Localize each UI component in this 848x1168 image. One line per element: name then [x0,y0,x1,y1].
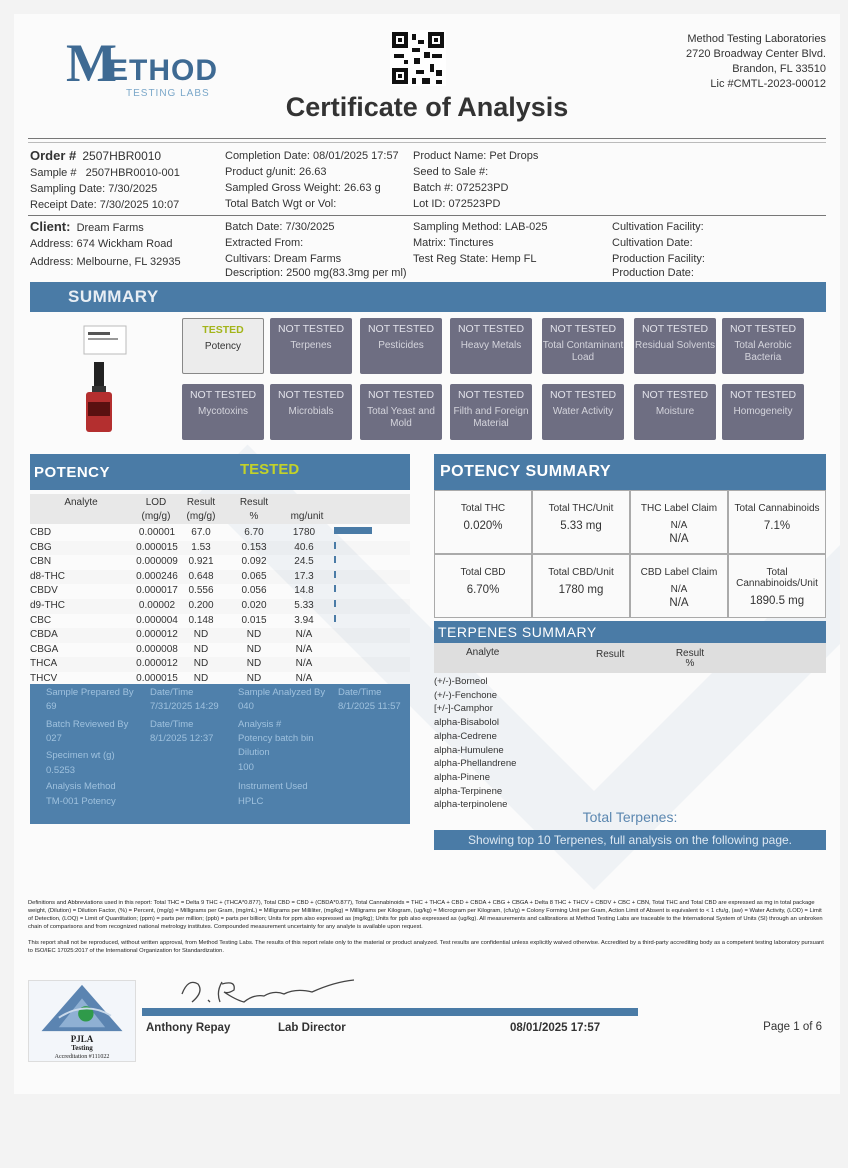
terpene-item: alpha-Phellandrene [434,758,517,770]
cell-analyte: CBD [30,527,52,538]
potency-row-cbdv [30,584,410,599]
terpene-item: alpha-Terpinene [434,785,503,797]
cultivars: Cultivars: Dream Farms [225,253,342,265]
signature-bar [142,1008,638,1016]
cell-unit: 5.33 [294,600,314,611]
date3: 8/1/2025 12:37 [150,733,214,744]
potency-row-cbga [30,643,410,658]
tile-status: NOT TESTED [457,323,525,335]
tile-name: Moisture [655,406,695,417]
product-block [413,148,613,212]
summary-tile-water-activity [542,384,624,440]
potency-table-header [30,494,410,524]
sample-number: 2507HBR0010-001 [85,167,180,179]
potency-row-cbc [30,614,410,629]
tile-name: Terpenes [290,340,332,351]
cell-unit: N/A [295,643,313,655]
cell-result: ND [193,643,209,655]
col-result: Result (mg/g) [186,497,216,522]
tile-status: NOT TESTED [277,389,345,401]
terpene-item: alpha-Pinene [434,771,490,783]
date3-label: Date/Time [150,719,194,730]
tile-status: TESTED [202,324,244,336]
completion-date: Completion Date: 08/01/2025 17:57 [225,150,399,162]
potency-row-cbda [30,628,410,643]
dilution-label: Dilution [238,747,270,758]
tile-status: NOT TESTED [277,323,345,335]
signature-icon [164,972,364,1010]
tile-name: Water Activity [552,406,614,417]
cell-value: 0.020% [463,520,503,532]
summary-tile-total-aerobic-bacteria [722,318,804,374]
pjla-triangle-icon [29,981,135,1035]
cell-result: 0.556 [188,585,214,597]
cell-label: Total CBD/Unit [548,567,614,578]
seed-to-sale: Seed to Sale #: [413,166,489,178]
product-name: Product Name: Pet Drops [413,150,539,162]
potency-row-d9-thc [30,599,410,614]
col-mg-unit: mg/unit [290,511,324,522]
tile-status: NOT TESTED [189,389,257,401]
facility-block [612,219,812,279]
client-address1: Address: 674 Wickham Road [30,238,173,250]
cell-analyte: CBC [30,614,52,626]
client-block [30,219,230,270]
cell-analyte: THCV [30,673,58,684]
cell-pct: ND [246,643,262,655]
batch-number: Batch #: 072523PD [413,182,509,194]
sampling-date: Sampling Date: 7/30/2025 [30,183,158,195]
cell-value: 6.70% [466,584,500,596]
summary-tile-total-contaminant-load [542,318,624,374]
potency-bar [334,527,372,534]
test-reg-state: Test Reg State: Hemp FL [413,253,537,265]
total-batch-weight: Total Batch Wgt or Vol: [225,198,337,210]
summary-header [30,282,826,312]
cell-analyte: d8-THC [30,570,66,582]
cell-unit: 17.3 [294,570,314,582]
terpenes-header [434,621,826,643]
terp-col-result: Result [596,649,625,660]
terp-col-percent: Result % [675,648,705,669]
cell-value: N/A [670,584,688,595]
cell-result: 67.0 [191,527,211,538]
method-block [413,219,613,267]
tile-status: NOT TESTED [367,389,435,401]
cell-value: 1780 mg [558,584,604,596]
cell-value: 1890.5 mg [749,595,805,607]
terpenes-note: Showing top 10 Terpenes, full analysis on the following page. [434,830,826,850]
summary-cell-total-thc [434,490,532,554]
cell-label: CBD Label Claim [640,567,718,578]
logo-subtitle: TESTING LABS [126,88,210,99]
potency-status: TESTED [240,461,300,478]
production-date: Production Date: [612,267,694,279]
cell-lod: 0.00001 [138,527,176,538]
potency-summary-grid [434,490,826,618]
tile-name: Total Aerobic Bacteria [734,340,792,363]
date1-label: Date/Time [150,687,194,698]
tile-name: Filth and Foreign Material [453,406,529,429]
terpene-item: alpha-Bisabolol [434,717,499,729]
coa-page [14,14,840,1094]
analysis-method: TM-001 Potency [46,796,116,807]
tile-name: Total Yeast and Mold [367,406,435,429]
tile-status: NOT TESTED [457,389,525,401]
specimen-weight: 0.5253 [46,765,76,776]
tile-status: NOT TESTED [729,389,797,401]
date1: 7/31/2025 14:29 [150,701,219,712]
analyzed-by: 040 [238,701,254,712]
potency-row-cbn [30,555,410,570]
cell-lod: 0.000015 [136,673,178,684]
tile-status: NOT TESTED [367,323,435,335]
cell-unit: N/A [295,673,313,684]
lab-info [686,32,826,92]
dilution: 100 [238,762,254,773]
potency-bar [334,542,336,549]
sampling-method: Sampling Method: LAB-025 [413,221,548,233]
disclaimer-text: This report shall not be reproduced, without written approval, from Method Testing Labs. The results of this report relate only to the material or product analyzed. Test results are confidential unless explicitly waived otherwise. Accredited by a third-party accrediting body as a competent testing laboratory pursuant to ISO/IEC 17025:2017 of the International Organization for Standardization. [28,940,824,954]
cell-value-2: N/A [669,597,689,609]
sample-label: Sample # [30,167,77,179]
cell-label: Total THC [460,503,506,514]
cell-pct: 0.153 [241,541,267,553]
production-facility: Production Facility: [612,253,705,265]
definitions-block [28,899,828,955]
extracted-from: Extracted From: [225,237,304,249]
potency-bar [334,615,336,622]
summary-tile-pesticides [360,318,442,374]
cell-pct: ND [246,658,262,670]
client-name: Dream Farms [76,222,144,234]
cell-result: 0.921 [188,556,214,568]
batch-date: Batch Date: 7/30/2025 [225,221,335,233]
order-number: 2507HBR0010 [82,149,162,163]
summary-cell-total-cbd-unit [532,554,630,618]
cell-analyte: CBDV [30,585,58,597]
cell-pct: 0.065 [241,570,267,582]
tile-status: NOT TESTED [549,323,617,335]
potency-bar [334,585,336,592]
lab-license: Lic #CMTL-2023-00012 [710,78,826,90]
potency-bar [334,556,336,563]
col-lod: LOD (mg/g) [141,497,171,522]
pjla-name: PJLA [70,1034,94,1044]
cell-lod: 0.000017 [136,585,178,597]
cell-unit: 24.5 [294,556,314,568]
cell-result: ND [193,673,209,684]
potency-bar [334,571,336,578]
cell-lod: 0.000015 [136,541,178,553]
terpene-item: alpha-Cedrene [434,730,497,742]
cell-lod: 0.000009 [136,556,178,568]
tile-status: NOT TESTED [641,389,709,401]
cultivation-date: Cultivation Date: [612,237,693,249]
col-analyte: Analyte [64,497,98,508]
signer-role: Lab Director [278,1022,346,1034]
lot-id: Lot ID: 072523PD [413,198,501,210]
lab-name: Method Testing Laboratories [687,33,826,45]
cell-result: ND [193,629,209,641]
potency-header [30,454,410,490]
terpene-item: alpha-Humulene [434,744,504,756]
cell-lod: 0.000012 [136,658,178,670]
cell-analyte: CBN [30,556,52,568]
cell-lod: 0.00002 [138,600,176,611]
tile-name: Total Contaminant Load [542,340,624,363]
method-label: Analysis Method [46,781,116,792]
definitions-text: Definitions and Abbreviations used in this report: Total THC = Delta 9 THC + (THCA*0.877), Total CBD = CBD + (CBDA*0.877), Total Cannabinoids = THC + THCA + CBD + CBDA + CBG + CBGA + Delta 8 THC + THCV + CBDV + CBC + CBN, Total THC and Total CBD are expressed as mg in total package weight, (Dilution) = Dilution Factor, (%) = Percent, (mg/g) = Milligrams per Gram, (mg/mL) = Milligrams per Milliliter, (mg/kg) = Milligrams per Kilogram, (ug/kg) = Microgram per Kilogram, (cfu/g) = Colony Forming Unit per Gram, Action Limit of Absent is equivalent to < 1 cfu/g, (aw) = Water Activity, (LOD) = Limit of Detection, (LOQ) = Limit of Quantitation; (ppm) = parts per million; (ppb) = parts per billion; Units for ppm also expressed as (mg/kg); Units for ppb also expressed as (ug/kg). All measurements and calibrations at Method Testing Labs are traceable to the International System of Units (SI) through an unbroken chain of comparisons and from recognized national metrology institutes. Compounded measurement uncertainty for any analyte is available upon request. [28,900,823,930]
total-terpenes: Total Terpenes: [582,809,678,825]
cell-pct: ND [246,673,262,684]
summary-tile-moisture [634,384,716,440]
logo-word: ETHOD [108,54,218,87]
cell-analyte: d9-THC [30,600,66,611]
cell-analyte: CBG [30,541,52,553]
cell-analyte: CBGA [30,643,59,655]
cell-value: 5.33 mg [560,520,602,532]
cell-result: 0.148 [188,614,214,626]
summary-tile-total-yeast-and-mold [360,384,442,440]
cell-unit: 3.94 [294,614,314,626]
cell-lod: 0.000004 [136,614,178,626]
cell-value-2: N/A [669,533,689,545]
lab-address-line1: 2720 Broadway Center Blvd. [685,48,826,60]
terpene-item: (+/-)-Fenchone [434,689,498,701]
divider [28,138,826,139]
summary-tile-mycotoxins [182,384,264,440]
page-title: Certificate of Analysis [285,92,569,122]
qr-code-icon [390,30,446,86]
cell-unit: N/A [295,629,313,641]
summary-tile-heavy-metals [450,318,532,374]
tile-status: NOT TESTED [641,323,709,335]
prepared-by-label: Sample Prepared By [46,687,134,698]
summary-tile-filth-and-foreign-material [450,384,532,440]
cell-lod: 0.000246 [136,570,178,582]
tile-name: Homogeneity [733,406,793,417]
divider [28,215,826,216]
cell-pct: ND [246,629,262,641]
product-image [70,320,140,440]
product-g-unit: Product g/unit: 26.63 [225,166,327,178]
summary-cell-total-thc-unit [532,490,630,554]
summary-cell-cbd-label-claim [630,554,728,618]
cell-result: 1.53 [191,541,211,553]
cell-pct: 0.015 [241,614,267,626]
description: Description: 2500 mg(83.3mg per ml) [225,267,407,279]
terpenes-table-header [434,643,826,673]
summary-tile-residual-solvents [634,318,716,374]
receipt-date: Receipt Date: 7/30/2025 10:07 [30,199,180,211]
potency-summary-header [434,454,826,490]
cell-analyte: CBDA [30,629,58,641]
cell-unit: 1780 [292,527,316,538]
cell-pct: 6.70 [244,527,264,538]
logo-letter: M [66,33,117,93]
lab-address-line2: Brandon, FL 33510 [732,63,826,75]
pjla-testing: Testing [71,1044,93,1052]
cell-pct: 0.056 [241,585,267,597]
cell-value: N/A [670,520,688,531]
summary-cell-total-cannabinoids-unit [728,554,826,618]
cell-result: 0.200 [188,600,214,611]
terpenes-title: TERPENES SUMMARY [438,624,597,640]
cell-label: Total CBD [460,567,506,578]
tile-name: Mycotoxins [197,406,248,417]
terpene-item: (+/-)-Borneol [434,676,488,687]
cell-analyte: THCA [30,658,58,670]
potency-row-cbd [30,526,410,541]
summary-title: SUMMARY [68,287,159,306]
sample-info-box [30,684,410,824]
tile-status: NOT TESTED [549,389,617,401]
cell-result: ND [193,658,209,670]
order-block [30,148,230,213]
date2-label: Date/Time [338,687,382,698]
cell-pct: 0.020 [241,600,267,611]
potency-row-thca [30,657,410,672]
col-percent: Result % [239,497,269,522]
potency-row-cbg [30,541,410,556]
summary-cell-thc-label-claim [630,490,728,554]
cell-lod: 0.000012 [136,629,178,641]
analyzed-by-label: Sample Analyzed By [238,687,326,698]
potency-summary-title: POTENCY SUMMARY [440,463,612,480]
tile-name: Microbials [288,406,334,417]
analysis-batch: Potency batch bin [238,733,314,744]
cell-value: 7.1% [763,520,791,532]
cell-pct: 0.092 [241,556,267,568]
pjla-logo [28,980,136,1062]
cell-label: Total THC/Unit [548,503,614,514]
summary-cell-total-cannabinoids [728,490,826,554]
instrument-label: Instrument Used [238,781,308,792]
product-bottle-icon [70,320,140,440]
summary-tile-microbials [270,384,352,440]
completion-block [225,148,425,212]
cell-label: Total Cannabinoids/Unit [736,567,818,589]
cell-unit: N/A [295,658,313,670]
terpene-item: [+/-]-Camphor [434,703,493,715]
tile-status: NOT TESTED [729,323,797,335]
terp-col-analyte: Analyte [466,647,500,658]
reviewed-by: 027 [46,733,62,744]
batch-block [225,219,425,279]
cell-unit: 40.6 [294,541,314,553]
divider [28,142,826,143]
cell-label: Total Cannabinoids [734,503,820,514]
summary-tile-potency [182,318,264,374]
cell-label: THC Label Claim [640,503,718,514]
order-label: Order # [30,148,77,163]
specimen-label: Specimen wt (g) [46,750,115,761]
date2: 8/1/2025 11:57 [338,701,401,712]
potency-title: POTENCY [34,464,111,481]
tile-name: Residual Solvents [634,340,716,351]
cultivation-facility: Cultivation Facility: [612,221,704,233]
cell-unit: 14.8 [294,585,314,597]
cell-result: 0.648 [188,570,214,582]
signer-name: Anthony Repay [146,1022,231,1034]
page-number: Page 1 of 6 [763,1021,822,1033]
signature-date: 08/01/2025 17:57 [510,1022,601,1034]
client-label: Client: [30,219,71,234]
client-address2: Address: Melbourne, FL 32935 [30,256,181,268]
summary-tile-terpenes [270,318,352,374]
matrix: Matrix: Tinctures [413,237,494,249]
cell-lod: 0.000008 [136,643,178,655]
tile-name: Pesticides [378,340,424,351]
reviewed-by-label: Batch Reviewed By [46,719,129,730]
instrument: HPLC [238,796,264,807]
summary-tile-homogeneity [722,384,804,440]
terpene-item: alpha-terpinolene [434,799,508,811]
potency-row-d8-thc [30,570,410,585]
prepared-by: 69 [46,701,57,712]
pjla-accreditation: Accreditation #111022 [54,1054,110,1060]
potency-bar [334,600,336,607]
tile-name: Heavy Metals [460,340,522,351]
sampled-gross-weight: Sampled Gross Weight: 26.63 g [225,182,381,194]
tile-name: Potency [204,341,242,352]
summary-cell-total-cbd [434,554,532,618]
analysis-label: Analysis # [238,719,282,730]
